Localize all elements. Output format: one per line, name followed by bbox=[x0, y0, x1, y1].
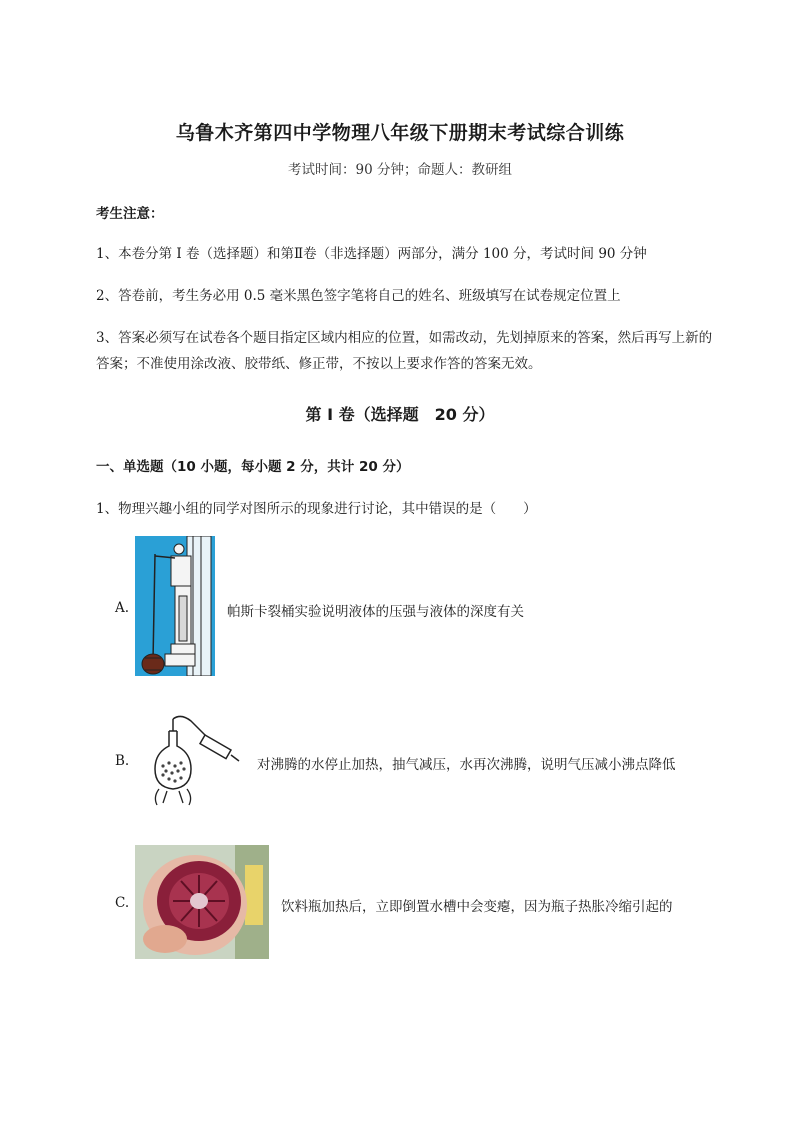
notice-item-3: 3、答案必须写在试卷各个题目指定区域内相应的位置，如需改动，先划掉原来的答案，然后再写上新的答案；不准使用涂改液、胶带纸、修正带，不按以上要求作答的答案无效。 bbox=[96, 330, 713, 372]
exam-info: 考试时间：90 分钟；命题人：教研组 bbox=[288, 162, 512, 178]
option-c[interactable] bbox=[0, 845, 800, 960]
option-a-letter: A. bbox=[115, 600, 130, 616]
notice-item-2: 2、答卷前，考生务必用 0.5 毫米黑色签字笔将自己的姓名、班级填写在试卷规定位置上 bbox=[96, 288, 621, 304]
option-c-letter: C. bbox=[115, 895, 130, 911]
section-title: 第 I 卷（选择题 20 分） bbox=[305, 405, 495, 424]
boiling-flask-illustration bbox=[147, 711, 243, 811]
notice-heading: 考生注意： bbox=[96, 206, 164, 222]
option-a[interactable] bbox=[0, 536, 800, 676]
option-b-letter: B. bbox=[115, 753, 130, 769]
page-title: 乌鲁木齐第四中学物理八年级下册期末考试综合训练 bbox=[175, 122, 625, 144]
option-a-text: 帕斯卡裂桶实验说明液体的压强与液体的深度有关 bbox=[227, 604, 524, 620]
question-stem: 1、物理兴趣小组的同学对图所示的现象进行讨论，其中错误的是（ ） bbox=[96, 501, 537, 517]
bottle-photo-illustration bbox=[135, 845, 269, 959]
option-c-text: 饮料瓶加热后，立即倒置水槽中会变瘪，因为瓶子热胀冷缩引起的 bbox=[281, 899, 673, 915]
notice-item-1: 1、本卷分第 I 卷（选择题）和第Ⅱ卷（非选择题）两部分，满分 100 分，考试时间 90 分钟 bbox=[96, 246, 647, 262]
part-heading: 一、单选题（10 小题，每小题 2 分，共计 20 分） bbox=[96, 459, 410, 475]
pascal-barrel-illustration bbox=[135, 536, 215, 676]
option-b-text: 对沸腾的水停止加热，抽气减压，水再次沸腾，说明气压减小沸点降低 bbox=[257, 757, 676, 773]
option-b[interactable] bbox=[0, 711, 800, 811]
